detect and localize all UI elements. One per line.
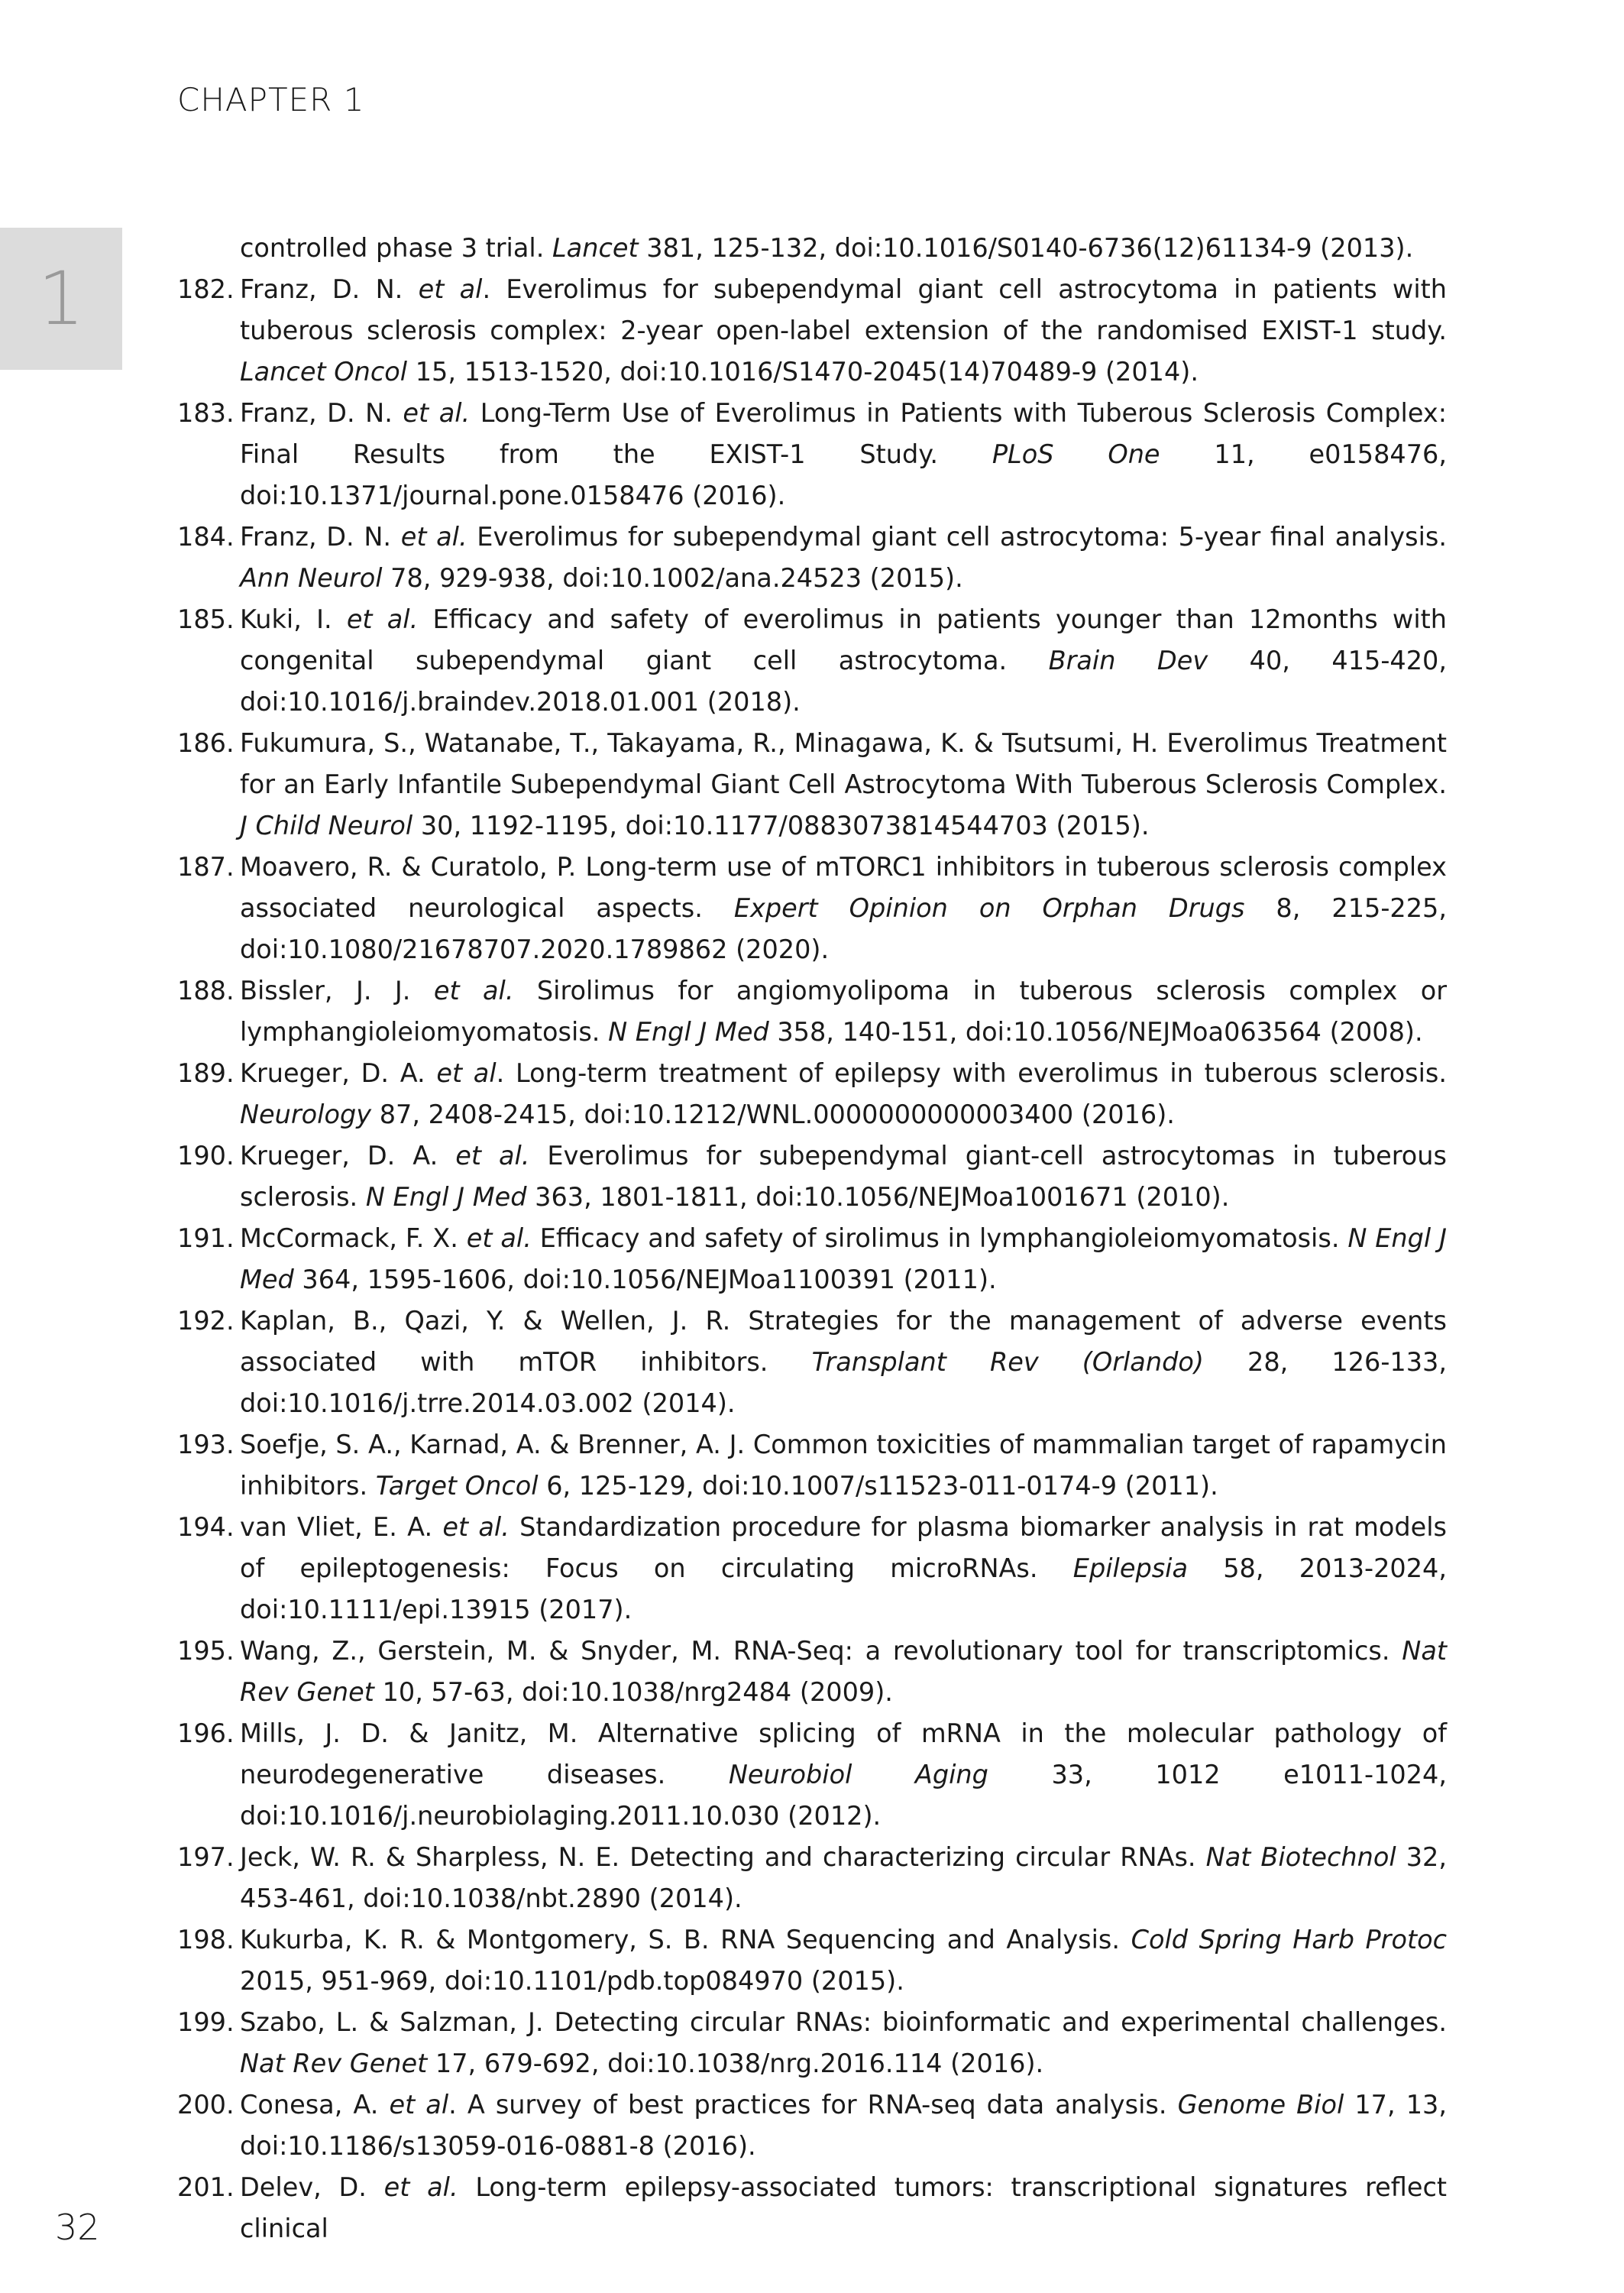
reference-number: 190. xyxy=(177,1141,235,1171)
reference-text: controlled phase 3 trial. Lancet 381, 125-132, doi:10.1016/S0140-6736(12)61134-9 (2013). xyxy=(240,233,1414,263)
reference-item xyxy=(177,1053,1447,1135)
chapter-tab-number: 1 xyxy=(37,256,85,342)
reference-number: 191. xyxy=(177,1223,235,1253)
reference-number: 198. xyxy=(177,1925,235,1955)
reference-text: Krueger, D. A. et al. Everolimus for subependymal giant-cell astrocytomas in tuberous sclerosis. N Engl J Med 363, 1801-1811, doi:10.1056/NEJMoa1001671 (2010). xyxy=(240,1141,1447,1212)
reference-item xyxy=(177,723,1447,847)
reference-text: Kukurba, K. R. & Montgomery, S. B. RNA Sequencing and Analysis. Cold Spring Harb Protoc 2015, 951-969, doi:10.1101/pdb.top084970 (2015). xyxy=(240,1925,1448,1996)
reference-text: Jeck, W. R. & Sharpless, N. E. Detecting and characterizing circular RNAs. Nat Biotechnol 32, 453-461, doi:10.1038/nbt.2890 (2014). xyxy=(240,1842,1447,1913)
reference-item xyxy=(177,599,1447,723)
reference-item xyxy=(177,1713,1447,1837)
reference-text: Szabo, L. & Salzman, J. Detecting circular RNAs: bioinformatic and experimental challenges. Nat Rev Genet 17, 679-692, doi:10.1038/nrg.2016.114 (2016). xyxy=(240,2007,1447,2078)
reference-number: 199. xyxy=(177,2007,235,2037)
reference-number: 197. xyxy=(177,1842,235,1872)
reference-number: 201. xyxy=(177,2172,235,2202)
reference-item xyxy=(177,847,1447,970)
reference-item xyxy=(177,1919,1447,2002)
reference-text: Franz, D. N. et al. Long-Term Use of Everolimus in Patients with Tuberous Sclerosis Complex: Final Results from the EXIST-1 Study. PLoS One 11, e0158476, doi:10.1371/journal.pone.0158476 (2016). xyxy=(240,398,1447,510)
reference-number: 183. xyxy=(177,398,235,428)
reference-number xyxy=(177,228,240,269)
reference-number: 189. xyxy=(177,1058,235,1088)
reference-text: Kuki, I. et al. Efficacy and safety of everolimus in patients younger than 12months with congenital subependymal giant cell astrocytoma. Brain Dev 40, 415-420, doi:10.1016/j.braindev.2018.01.001 (2018). xyxy=(240,604,1448,717)
reference-text: Bissler, J. J. et al. Sirolimus for angiomyolipoma in tuberous sclerosis complex or lymphangioleiomyomatosis. N Engl J Med 358, 140-151, doi:10.1056/NEJMoa063564 (2008). xyxy=(240,976,1447,1047)
reference-number: 200. xyxy=(177,2090,235,2120)
reference-text: van Vliet, E. A. et al. Standardization procedure for plasma biomarker analysis in rat models of epileptogenesis: Focus on circulating microRNAs. Epilepsia 58, 2013-2024, doi:10.1111/epi.13915 (2017). xyxy=(240,1512,1447,1624)
page-number: 32 xyxy=(55,2207,100,2248)
reference-number: 195. xyxy=(177,1636,235,1666)
reference-text: Fukumura, S., Watanabe, T., Takayama, R., Minagawa, K. & Tsutsumi, H. Everolimus Treatment for an Early Infantile Subependymal Giant Cell Astrocytoma With Tuberous Sclerosis Complex. J Child Neurol 30, 1192-1195, doi:10.1177/0883073814544703 (2015). xyxy=(240,728,1447,840)
reference-item xyxy=(177,2002,1447,2084)
reference-item xyxy=(177,1837,1447,1919)
reference-item xyxy=(177,228,1447,269)
reference-text: Kaplan, B., Qazi, Y. & Wellen, J. R. Strategies for the management of adverse events associated with mTOR inhibitors. Transplant Rev (Orlando) 28, 126-133, doi:10.1016/j.trre.2014.03.002 (2014). xyxy=(240,1306,1447,1418)
reference-item xyxy=(177,1631,1447,1713)
reference-text: Krueger, D. A. et al. Long-term treatment of epilepsy with everolimus in tuberous sclerosis. Neurology 87, 2408-2415, doi:10.1212/WNL.0000000000003400 (2016). xyxy=(240,1058,1447,1129)
reference-item xyxy=(177,1424,1447,1507)
reference-number: 182. xyxy=(177,274,235,304)
reference-text: Franz, D. N. et al. Everolimus for subependymal giant cell astrocytoma in patients with tuberous sclerosis complex: 2-year open-label extension of the randomised EXIST-1 study. Lancet Oncol 15, 1513-1520, doi:10.1016/S1470-2045(14)70489-9 (2014). xyxy=(240,274,1447,387)
chapter-tab xyxy=(0,228,122,370)
reference-text: Soefje, S. A., Karnad, A. & Brenner, A. J. Common toxicities of mammalian target of rapamycin inhibitors. Target Oncol 6, 125-129, doi:10.1007/s11523-011-0174-9 (2011). xyxy=(240,1430,1447,1501)
reference-item xyxy=(177,2084,1447,2167)
reference-item xyxy=(177,1300,1447,1424)
reference-text: Conesa, A. et al. A survey of best practices for RNA-seq data analysis. Genome Biol 17, 13, doi:10.1186/s13059-016-0881-8 (2016). xyxy=(240,2090,1447,2161)
reference-text: Delev, D. et al. Long-term epilepsy-associated tumors: transcriptional signatures reflect clinical xyxy=(240,2172,1448,2243)
reference-list xyxy=(177,228,1447,2249)
reference-item xyxy=(177,517,1447,599)
reference-number: 192. xyxy=(177,1306,235,1336)
reference-text: Moavero, R. & Curatolo, P. Long-term use of mTORC1 inhibitors in tuberous sclerosis complex associated neurological aspects. Expert Opinion on Orphan Drugs 8, 215-225, doi:10.1080/21678707.2020.1789862 (2020). xyxy=(240,852,1447,964)
reference-item xyxy=(177,393,1447,517)
reference-text: Wang, Z., Gerstein, M. & Snyder, M. RNA-Seq: a revolutionary tool for transcriptomics. Nat Rev Genet 10, 57-63, doi:10.1038/nrg2484 (2009). xyxy=(240,1636,1447,1707)
chapter-header: CHAPTER 1 xyxy=(177,81,365,118)
reference-number: 196. xyxy=(177,1718,235,1748)
reference-item xyxy=(177,1218,1447,1300)
reference-number: 185. xyxy=(177,604,235,634)
reference-text: McCormack, F. X. et al. Efficacy and safety of sirolimus in lymphangioleiomyomatosis. N Engl J Med 364, 1595-1606, doi:10.1056/NEJMoa1100391 (2011). xyxy=(240,1223,1447,1294)
reference-number: 193. xyxy=(177,1430,235,1459)
reference-item xyxy=(177,970,1447,1053)
reference-item xyxy=(177,1507,1447,1631)
reference-number: 184. xyxy=(177,522,235,552)
reference-number: 194. xyxy=(177,1512,235,1542)
reference-item xyxy=(177,2167,1447,2249)
reference-text: Franz, D. N. et al. Everolimus for subependymal giant cell astrocytoma: 5-year final analysis. Ann Neurol 78, 929-938, doi:10.1002/ana.24523 (2015). xyxy=(240,522,1447,593)
reference-number: 187. xyxy=(177,852,235,882)
reference-item xyxy=(177,269,1447,393)
reference-number: 188. xyxy=(177,976,235,1006)
reference-text: Mills, J. D. & Janitz, M. Alternative splicing of mRNA in the molecular pathology of neurodegenerative diseases. Neurobiol Aging 33, 1012 e1011-1024, doi:10.1016/j.neurobiolaging.2011.10.030 (2012). xyxy=(240,1718,1447,1831)
reference-item xyxy=(177,1135,1447,1218)
reference-number: 186. xyxy=(177,728,235,758)
